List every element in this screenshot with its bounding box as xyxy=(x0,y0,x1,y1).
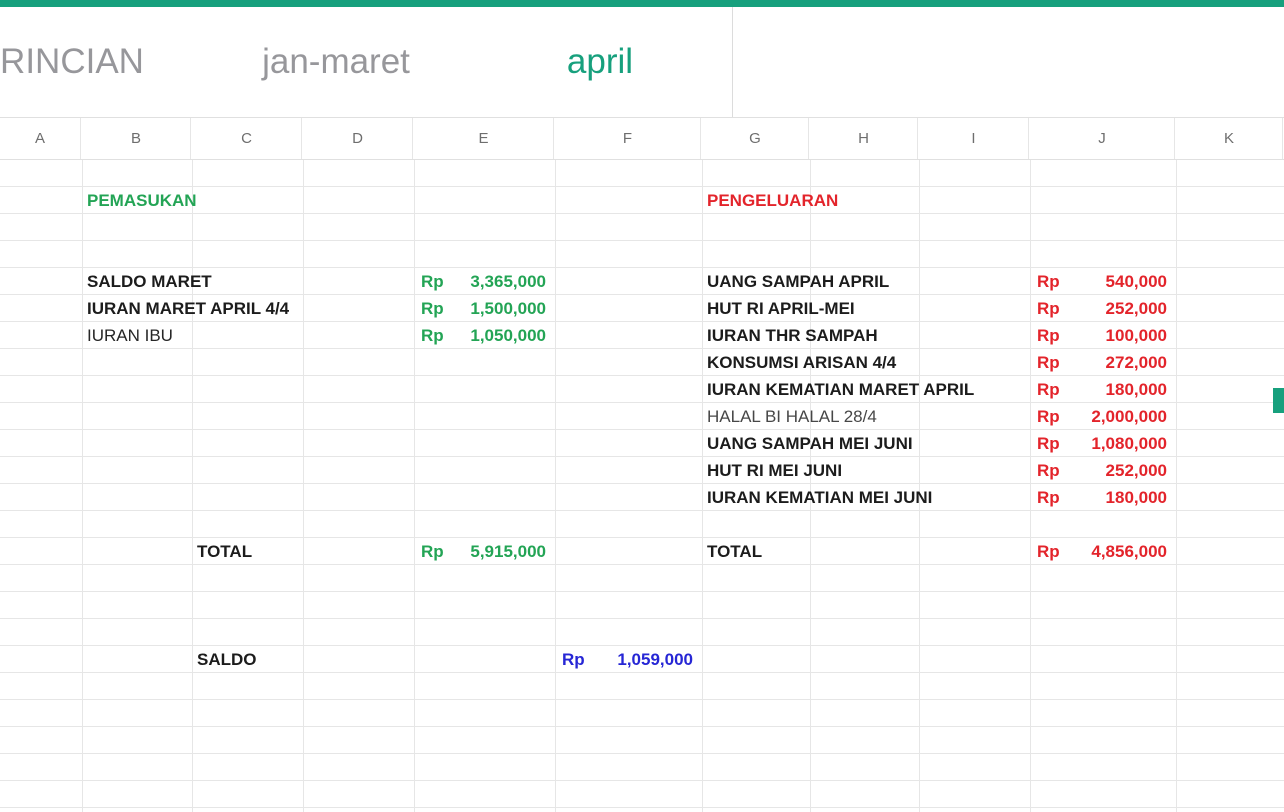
amount-value: 5,915,000 xyxy=(470,542,546,561)
expense-row-label[interactable]: IURAN KEMATIAN MARET APRIL xyxy=(707,380,975,399)
amount-value: 272,000 xyxy=(1105,353,1167,372)
expense-total-amount[interactable] xyxy=(1037,538,1167,565)
amount-value: 540,000 xyxy=(1105,272,1167,291)
income-row-label[interactable]: IURAN IBU xyxy=(87,326,173,345)
saldo-label[interactable]: SALDO xyxy=(197,650,257,669)
income-row-amount[interactable] xyxy=(421,268,546,295)
amount-value: 1,500,000 xyxy=(470,299,546,318)
column-header-E[interactable]: E xyxy=(414,118,554,159)
column-header-C[interactable]: C xyxy=(192,118,302,159)
amount-value: 180,000 xyxy=(1105,380,1167,399)
tab-april[interactable] xyxy=(468,7,733,117)
income-total-amount[interactable] xyxy=(421,538,546,565)
currency-prefix: Rp xyxy=(1037,380,1060,399)
currency-prefix: Rp xyxy=(1037,542,1060,561)
top-accent-bar xyxy=(0,0,1284,7)
income-total-label[interactable]: TOTAL xyxy=(197,542,253,561)
income-row-amount[interactable] xyxy=(421,322,546,349)
tab-jan-maret-label: jan-maret xyxy=(262,42,410,81)
currency-prefix: Rp xyxy=(1037,272,1060,291)
amount-value: 2,000,000 xyxy=(1091,407,1167,426)
grid-column-line xyxy=(702,160,703,812)
column-header-F[interactable]: F xyxy=(555,118,701,159)
column-header-D[interactable]: D xyxy=(303,118,413,159)
expense-row-label[interactable]: UANG SAMPAH MEI JUNI xyxy=(707,434,913,453)
remote-selection-marker xyxy=(1273,388,1284,413)
currency-prefix: Rp xyxy=(421,326,444,345)
currency-prefix: Rp xyxy=(1037,434,1060,453)
expense-row-label[interactable]: HUT RI MEI JUNI xyxy=(707,461,843,480)
expense-row-label[interactable]: IURAN THR SAMPAH xyxy=(707,326,878,345)
expense-row-label[interactable]: UANG SAMPAH APRIL xyxy=(707,272,890,291)
column-header-J[interactable]: J xyxy=(1030,118,1175,159)
expense-row-label[interactable]: IURAN KEMATIAN MEI JUNI xyxy=(707,488,933,507)
amount-value: 100,000 xyxy=(1105,326,1167,345)
grid-column-line xyxy=(82,160,83,812)
tab-jan-maret[interactable] xyxy=(204,7,469,117)
expense-row-label[interactable]: HUT RI APRIL-MEI xyxy=(707,299,855,318)
column-header-H[interactable]: H xyxy=(810,118,918,159)
currency-prefix: Rp xyxy=(421,272,444,291)
grid-column-line xyxy=(414,160,415,812)
expense-row-amount[interactable] xyxy=(1037,349,1167,376)
tab-april-label: april xyxy=(566,42,634,81)
amount-value: 4,856,000 xyxy=(1091,542,1167,561)
currency-prefix: Rp xyxy=(1037,353,1060,372)
column-header-I[interactable]: I xyxy=(919,118,1029,159)
currency-prefix: Rp xyxy=(1037,461,1060,480)
income-row-label[interactable]: IURAN MARET APRIL 4/4 xyxy=(87,299,290,318)
expense-section-header[interactable]: PENGELUARAN xyxy=(707,191,839,210)
expense-row-amount[interactable] xyxy=(1037,403,1167,430)
expense-row-amount[interactable] xyxy=(1037,484,1167,511)
currency-prefix: Rp xyxy=(562,650,585,669)
sheet-grid[interactable] xyxy=(0,160,1284,812)
expense-total-label[interactable]: TOTAL xyxy=(707,542,763,561)
amount-value: 252,000 xyxy=(1105,461,1167,480)
expense-row-amount[interactable] xyxy=(1037,268,1167,295)
expense-row-amount[interactable] xyxy=(1037,295,1167,322)
amount-value: 1,059,000 xyxy=(617,650,693,669)
currency-prefix: Rp xyxy=(1037,407,1060,426)
expense-row-label[interactable]: HALAL BI HALAL 28/4 xyxy=(707,407,877,426)
expense-row-amount[interactable] xyxy=(1037,457,1167,484)
expense-row-amount[interactable] xyxy=(1037,430,1167,457)
column-header-row xyxy=(0,117,1284,160)
column-header-K[interactable]: K xyxy=(1176,118,1283,159)
income-section-header[interactable]: PEMASUKAN xyxy=(87,191,197,210)
currency-prefix: Rp xyxy=(421,299,444,318)
expense-row-amount[interactable] xyxy=(1037,322,1167,349)
income-row-label[interactable]: SALDO MARET xyxy=(87,272,212,291)
saldo-amount[interactable] xyxy=(562,646,693,673)
tab-rincian-label: RINCIAN xyxy=(0,42,144,81)
currency-prefix: Rp xyxy=(421,542,444,561)
income-row-amount[interactable] xyxy=(421,295,546,322)
amount-value: 1,050,000 xyxy=(470,326,546,345)
currency-prefix: Rp xyxy=(1037,488,1060,507)
amount-value: 1,080,000 xyxy=(1091,434,1167,453)
currency-prefix: Rp xyxy=(1037,299,1060,318)
expense-row-amount[interactable] xyxy=(1037,376,1167,403)
sheet-tab-bar xyxy=(0,7,1284,117)
grid-column-line xyxy=(303,160,304,812)
grid-column-line xyxy=(1176,160,1177,812)
amount-value: 180,000 xyxy=(1105,488,1167,507)
currency-prefix: Rp xyxy=(1037,326,1060,345)
column-header-G[interactable]: G xyxy=(702,118,809,159)
column-header-A[interactable]: A xyxy=(0,118,81,159)
expense-row-label[interactable]: KONSUMSI ARISAN 4/4 xyxy=(707,353,897,372)
amount-value: 3,365,000 xyxy=(470,272,546,291)
tab-rincian[interactable] xyxy=(0,7,205,117)
column-header-B[interactable]: B xyxy=(82,118,191,159)
amount-value: 252,000 xyxy=(1105,299,1167,318)
grid-column-line xyxy=(192,160,193,812)
grid-column-line xyxy=(1030,160,1031,812)
grid-column-line xyxy=(555,160,556,812)
